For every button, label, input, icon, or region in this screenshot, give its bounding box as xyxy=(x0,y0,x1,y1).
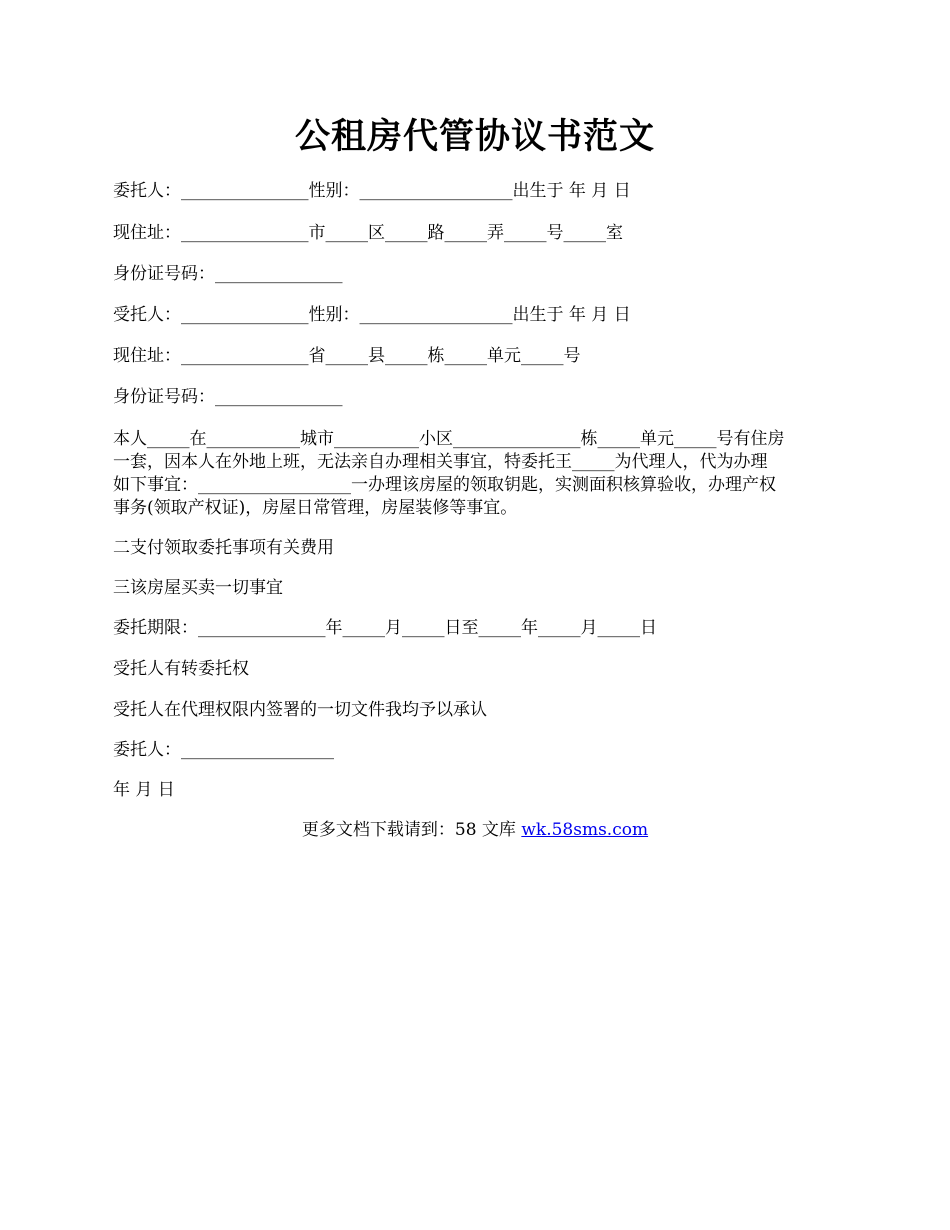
main-paragraph-line: 如下事宜：__________________一办理该房屋的领取钥匙，实测面积核算验收，办理产权 xyxy=(113,475,776,495)
agent-address-line: 现住址：_______________省_____县_____栋_____单元_____号 xyxy=(113,346,581,366)
main-paragraph-line: 本人_____在___________城市__________小区_______________栋_____单元_____号有住房 xyxy=(113,429,785,449)
acknowledgement-line: 受托人在代理权限内签署的一切文件我均予以承认 xyxy=(113,700,487,720)
footer xyxy=(0,819,950,842)
sub-delegation-line: 受托人有转委托权 xyxy=(113,659,249,679)
principal-address-line: 现住址：_______________市_____区_____路_____弄_____号_____室 xyxy=(113,223,623,243)
main-paragraph-line: 一套，因本人在外地上班，无法亲自办理相关事宜，特委托王_____为代理人，代为办理 xyxy=(113,452,768,472)
main-paragraph-line: 事务(领取产权证)，房屋日常管理，房屋装修等事宜。 xyxy=(113,498,518,518)
agent-id-line: 身份证号码：_______________ xyxy=(113,387,343,407)
principal-line: 委托人：_______________性别：__________________出生于 年 月 日 xyxy=(113,181,631,201)
signature-line: 委托人：__________________ xyxy=(113,740,334,760)
document-title: 公租房代管协议书范文 xyxy=(294,116,655,157)
footer-text: 更多文档下载请到：58 文库 xyxy=(301,820,522,840)
term-line: 委托期限：_______________年_____月_____日至_____年_____月_____日 xyxy=(113,618,657,638)
principal-id-line: 身份证号码：_______________ xyxy=(113,264,343,284)
agent-line: 受托人：_______________性别：__________________出生于 年 月 日 xyxy=(113,305,631,325)
footer-link[interactable]: wk.58sms.com xyxy=(521,820,649,840)
item-two-line: 二支付领取委托事项有关费用 xyxy=(113,538,334,558)
item-three-line: 三该房屋买卖一切事宜 xyxy=(113,578,283,598)
date-line: 年 月 日 xyxy=(113,780,175,800)
main-paragraph xyxy=(113,428,841,520)
